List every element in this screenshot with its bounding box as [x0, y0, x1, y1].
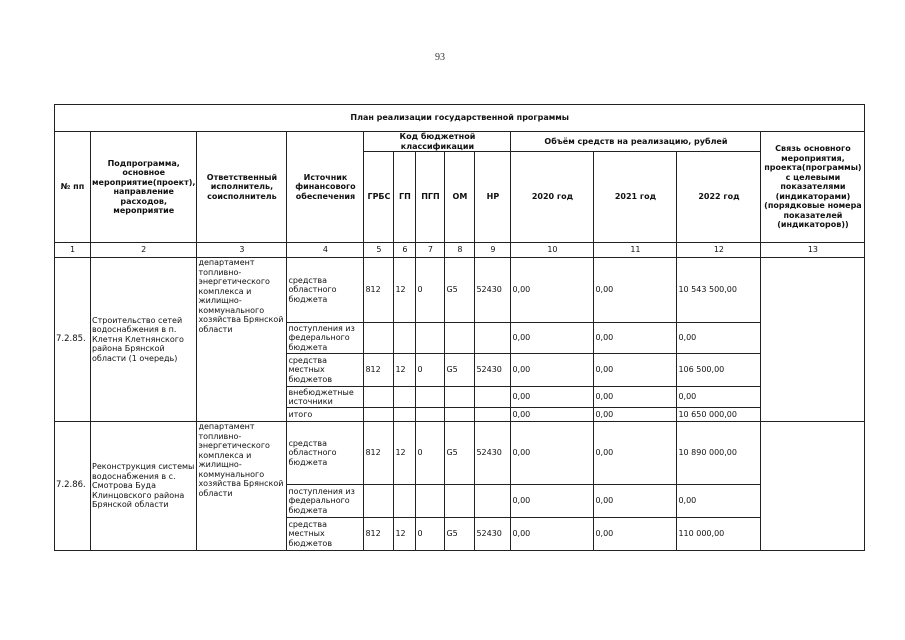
header-2020: 2020 год: [511, 152, 594, 243]
amount-2021-cell: 0,00: [594, 518, 677, 551]
column-number: 6: [394, 243, 416, 258]
np-cell: 52430: [475, 518, 511, 551]
om-cell: [445, 323, 475, 354]
header-om: ОМ: [445, 152, 475, 243]
np-cell: 52430: [475, 422, 511, 485]
pgp-cell: [416, 323, 445, 354]
om-cell: G5: [445, 422, 475, 485]
grbs-cell: [364, 323, 394, 354]
link-cell: [761, 258, 865, 422]
amount-2020-cell: 0,00: [511, 485, 594, 518]
grbs-cell: 812: [364, 422, 394, 485]
amount-2022-cell: 10 543 500,00: [677, 258, 761, 323]
grbs-cell: 812: [364, 258, 394, 323]
total-2022-cell: 10 650 000,00: [677, 408, 761, 422]
gp-cell: 12: [394, 354, 416, 387]
gp-cell: [394, 408, 416, 422]
page-number: 93: [435, 52, 445, 63]
np-cell: 52430: [475, 258, 511, 323]
header-volume-group: Объём средств на реализацию, рублей: [511, 132, 761, 152]
grbs-cell: [364, 387, 394, 408]
header-pgp: ПГП: [416, 152, 445, 243]
header-grbs: ГРБС: [364, 152, 394, 243]
total-2021-cell: 0,00: [594, 408, 677, 422]
column-number: 2: [91, 243, 197, 258]
pgp-cell: 0: [416, 422, 445, 485]
table-title: План реализации государственной программы: [55, 105, 865, 132]
header-link: Связь основного мероприятия, проекта(программы) с целевыми показателями (индикаторами) (порядковые номера показателей (индикаторов)): [761, 132, 865, 243]
gp-cell: 12: [394, 422, 416, 485]
pgp-cell: [416, 387, 445, 408]
grbs-cell: [364, 485, 394, 518]
header-budget-code-group: Код бюджетной классификации: [364, 132, 511, 152]
column-number: 4: [287, 243, 364, 258]
amount-2021-cell: 0,00: [594, 323, 677, 354]
amount-2022-cell: 0,00: [677, 323, 761, 354]
header-subprogram: Подпрограмма, основное мероприятие(проект), направление расходов, мероприятие: [91, 132, 197, 243]
gp-cell: 12: [394, 258, 416, 323]
gp-cell: [394, 485, 416, 518]
pgp-cell: 0: [416, 518, 445, 551]
amount-2022-cell: 0,00: [677, 387, 761, 408]
header-np: НР: [475, 152, 511, 243]
amount-2022-cell: 110 000,00: [677, 518, 761, 551]
column-number: 3: [197, 243, 287, 258]
om-cell: [445, 387, 475, 408]
pgp-cell: 0: [416, 354, 445, 387]
pgp-cell: [416, 408, 445, 422]
entry-number: 7.2.85.: [55, 258, 91, 422]
entry-executor: департамент топливно-энергетического комплекса и жилищно-коммунального хозяйства Брянской области: [197, 422, 287, 551]
np-cell: [475, 387, 511, 408]
header-npp: № пп: [55, 132, 91, 243]
column-number: 8: [445, 243, 475, 258]
amount-2021-cell: 0,00: [594, 258, 677, 323]
om-cell: G5: [445, 258, 475, 323]
amount-2020-cell: 0,00: [511, 422, 594, 485]
entry-number: 7.2.86.: [55, 422, 91, 551]
amount-2020-cell: 0,00: [511, 354, 594, 387]
source-cell: поступления из федерального бюджета: [287, 323, 364, 354]
column-number-row: [55, 243, 865, 258]
source-cell: средства областного бюджета: [287, 422, 364, 485]
amount-2021-cell: 0,00: [594, 485, 677, 518]
gp-cell: 12: [394, 518, 416, 551]
gp-cell: [394, 387, 416, 408]
table-row: [55, 258, 865, 323]
header-2022: 2022 год: [677, 152, 761, 243]
source-cell: средства местных бюджетов: [287, 354, 364, 387]
entry-executor: департамент топливно-энергетического комплекса и жилищно-коммунального хозяйства Брянской области: [197, 258, 287, 422]
gp-cell: [394, 323, 416, 354]
column-number: 1: [55, 243, 91, 258]
amount-2020-cell: 0,00: [511, 518, 594, 551]
total-2020-cell: 0,00: [511, 408, 594, 422]
source-cell: внебюджетные источники: [287, 387, 364, 408]
om-cell: [445, 485, 475, 518]
amount-2022-cell: 106 500,00: [677, 354, 761, 387]
amount-2021-cell: 0,00: [594, 387, 677, 408]
column-number: 11: [594, 243, 677, 258]
total-label: итого: [287, 408, 364, 422]
column-number: 13: [761, 243, 865, 258]
entry-name: Строительство сетей водоснабжения в п. Клетня Клетнянского района Брянской области (1 очередь): [91, 258, 197, 422]
header-executor: Ответственный исполнитель, соисполнитель: [197, 132, 287, 243]
grbs-cell: 812: [364, 518, 394, 551]
pgp-cell: [416, 485, 445, 518]
entry-name: Реконструкция системы водоснабжения в с. Смотрова Буда Клинцовского района Брянской области: [91, 422, 197, 551]
source-cell: средства областного бюджета: [287, 258, 364, 323]
plan-table: [54, 104, 865, 551]
column-number: 12: [677, 243, 761, 258]
column-number: 10: [511, 243, 594, 258]
header-source: Источник финансового обеспечения: [287, 132, 364, 243]
om-cell: [445, 408, 475, 422]
np-cell: [475, 485, 511, 518]
amount-2021-cell: 0,00: [594, 354, 677, 387]
grbs-cell: 812: [364, 354, 394, 387]
amount-2022-cell: 0,00: [677, 485, 761, 518]
header-2021: 2021 год: [594, 152, 677, 243]
header-gp: ГП: [394, 152, 416, 243]
table-row: [55, 422, 865, 485]
amount-2020-cell: 0,00: [511, 387, 594, 408]
np-cell: [475, 408, 511, 422]
amount-2020-cell: 0,00: [511, 323, 594, 354]
grbs-cell: [364, 408, 394, 422]
source-cell: средства местных бюджетов: [287, 518, 364, 551]
om-cell: G5: [445, 354, 475, 387]
pgp-cell: 0: [416, 258, 445, 323]
link-cell: [761, 422, 865, 551]
column-number: 5: [364, 243, 394, 258]
source-cell: поступления из федерального бюджета: [287, 485, 364, 518]
amount-2020-cell: 0,00: [511, 258, 594, 323]
np-cell: 52430: [475, 354, 511, 387]
amount-2021-cell: 0,00: [594, 422, 677, 485]
column-number: 7: [416, 243, 445, 258]
np-cell: [475, 323, 511, 354]
om-cell: G5: [445, 518, 475, 551]
amount-2022-cell: 10 890 000,00: [677, 422, 761, 485]
column-number: 9: [475, 243, 511, 258]
